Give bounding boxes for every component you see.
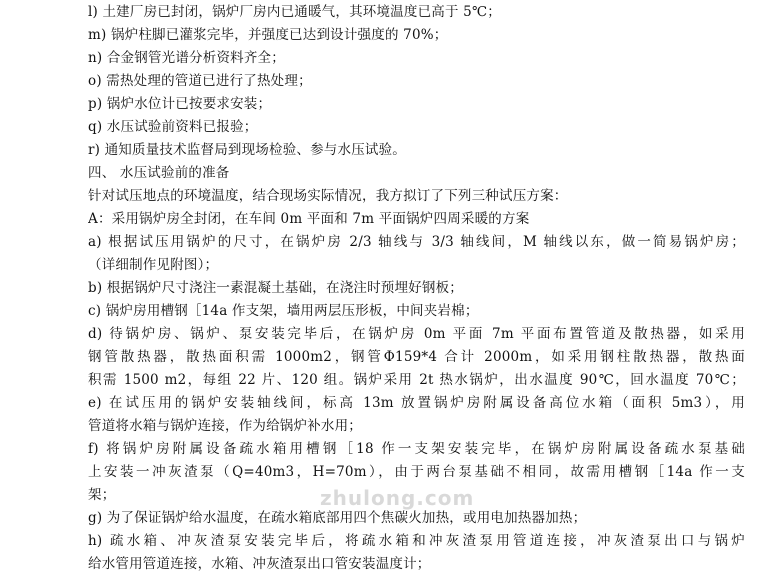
list-item-l: l) 土建厂房已封闭，锅炉厂房内已通暖气，其环境温度已高于 5℃； <box>88 4 501 20</box>
list-item-d-continued-1: 钢管散热器，散热面积需 1000m2，钢管Φ159*4 合计 2000m，如采用钢柱散热器，散热面 <box>88 349 745 365</box>
list-item-m: m) 锅炉柱脚已灌浆完毕，并强度已达到设计强度的 70%； <box>88 27 448 43</box>
list-item-f-continued-2: 架； <box>88 487 116 503</box>
list-item-r: r) 通知质量技术监督局到现场检验、参与水压试验。 <box>88 142 407 158</box>
list-item-h-continued: 给水管用管道连接，水箱、冲灰渣泵出口管安装温度计； <box>88 556 431 572</box>
list-item-o: o) 需热处理的管道已进行了热处理； <box>88 73 312 89</box>
list-item-h: h) 疏水箱、冲灰渣泵安装完毕后，将疏水箱和冲灰渣泵用管道连接，冲灰渣泵出口与锅炉 <box>88 533 745 549</box>
list-item-a-continued: （详细制作见附图）； <box>88 257 219 273</box>
list-item-d: d) 待锅炉房、锅炉、泵安装完毕后，在锅炉房 0m 平面 7m 平面布置管道及散热器，如采用 <box>88 326 745 342</box>
intro-paragraph: 针对试压地点的环境温度，结合现场实际情况，我方拟订了下列三种试压方案： <box>88 188 568 204</box>
list-item-q: q) 水压试验前资料已报验； <box>88 119 258 135</box>
plan-a-heading: A：采用锅炉房全封闭，在车间 0m 平面和 7m 平面锅炉四周采暖的方案 <box>88 211 530 227</box>
list-item-f-continued-1: 上安装一冲灰渣泵（Q=40m3，H=70m），由于两台泵基础不相同，故需用槽钢［14a 作一支 <box>88 464 745 480</box>
watermark-text: zhulong.com <box>320 486 475 510</box>
list-item-b: b) 根据锅炉尺寸浇注一素混凝土基础，在浇注时预埋好钢板； <box>88 280 463 296</box>
list-item-d-continued-2: 积需 1500 m2，每组 22 片、120 组。锅炉采用 2t 热水锅炉，出水温度 90℃，回水温度 70℃； <box>88 372 745 388</box>
list-item-a: a) 根据试压用锅炉的尺寸，在锅炉房 2/3 轴线与 3/3 轴线间，M 轴线以东，做一简易锅炉房； <box>88 234 745 250</box>
list-item-f: f) 将锅炉房附属设备疏水箱用槽钢［18 作一支架安装完毕，在锅炉房附属设备疏水泵基础 <box>88 441 745 457</box>
list-item-g: g) 为了保证锅炉给水温度，在疏水箱底部用四个焦碳火加热，或用电加热器加热； <box>88 510 587 526</box>
list-item-e: e) 在试压用的锅炉安装轴线间，标高 13m 放置锅炉房附属设备高位水箱（面积 5m3），用 <box>88 395 745 411</box>
list-item-n: n) 合金钢管光谱分析资料齐全； <box>88 50 285 66</box>
list-item-c: c) 锅炉房用槽钢［14a 作支架，墙用两层压形板，中间夹岩棉； <box>88 303 479 319</box>
list-item-e-continued: 管道将水箱与锅炉连接，作为给锅炉补水用； <box>88 418 362 434</box>
list-item-p: p) 锅炉水位计已按要求安装； <box>88 96 272 112</box>
section-heading: 四、 水压试验前的准备 <box>88 165 230 181</box>
